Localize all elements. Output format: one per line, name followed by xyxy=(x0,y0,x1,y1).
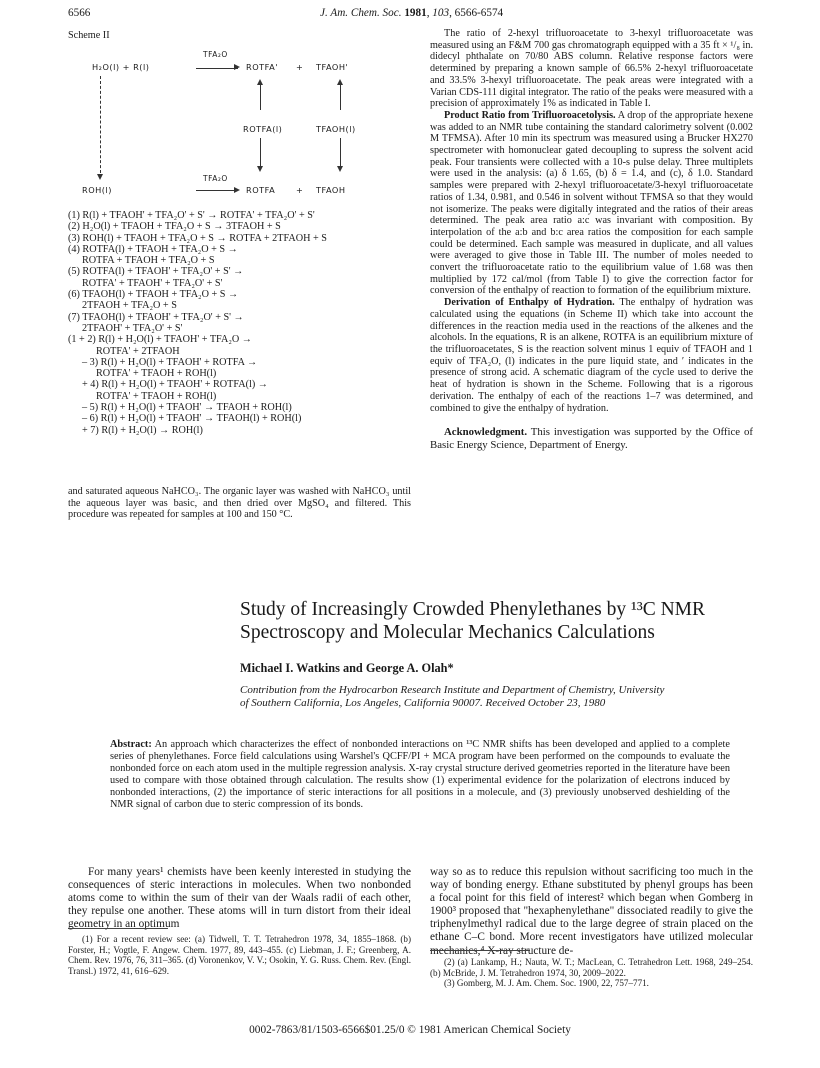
scheme-row2-col2: TFAOH(l) xyxy=(316,124,356,134)
arrowhead-down-icon xyxy=(337,166,343,172)
equation-line: ROTFA' + TFAOH + ROH(l) xyxy=(96,368,217,380)
intro-left-paragraph: For many years¹ chemists have been keenly interested in studying the consequences of steric interactions in molecules. When two nonbonded atoms come to within the sum of their van der Waals radii of each other, they repulse one another. These atoms will in turn distort from their ideal geometry in an optimum xyxy=(68,866,411,931)
title-line: Spectroscopy and Molecular Mechanics Calculations xyxy=(240,622,655,643)
section-heading: Derivation of Enthalpy of Hydration. xyxy=(444,297,615,309)
page-footer: 0002-7863/81/1503-6566$01.25/0 © 1981 American Chemical Society xyxy=(249,1024,571,1036)
equation-line: 2TFAOH' + TFA₂O' + S' xyxy=(82,322,183,334)
arrowhead-icon xyxy=(234,64,240,70)
authors: Michael I. Watkins and George A. Olah* xyxy=(240,661,454,675)
affiliation xyxy=(240,684,760,710)
equation-line: (1) R(l) + TFAOH' + TFA₂O' + S' → ROTFA' + TFA₂O' + S' xyxy=(68,210,315,221)
scheme-diagram xyxy=(68,48,418,198)
journal-year: 1981 xyxy=(404,7,427,19)
arrowhead-down-icon xyxy=(97,174,103,180)
equation-line: (2) H₂O(l) + TFAOH + TFA₂O + S → 3TFAOH + S xyxy=(68,221,281,233)
footnotes-right xyxy=(430,957,753,989)
equation-line: ROTFA' + TFAOH' + TFA₂O' + S' xyxy=(82,277,223,289)
scheme-row1-arrow xyxy=(196,68,238,69)
equation-line: ROTFA' + 2TFAOH xyxy=(96,345,180,357)
arrowhead-up-icon xyxy=(257,79,263,85)
acknowledgment-text: This investigation was supported by the Office of Basic Energy Science, Department of Energy. xyxy=(430,426,753,451)
paragraph-enthalpy: The enthalpy of hydration was calculated using the equations (in Scheme II) which take into account the differences in the reaction media used in the reactions of the alkenes and the alcohols. In the equations, R is an alkene, ROTFA is an equilibrium mixture of the trifluoroacetates, S is the reaction solvent minus 1 equiv of TFAOH and 1 equiv of TFA₂O, (l) indicates in the pure liquid state, and ′ indicates in the presence of strong acid. A schematic diagram of the cycle used to derive the heat of hydration is shown in the Scheme. Following that is a rigorous derivation. The enthalpy of each of the reactions 1–7 was determined, and combined to give the enthalpy of hydration. xyxy=(430,297,753,414)
abstract-text: An approach which characterizes the effect of nonbonded interactions on ¹³C NMR shifts has been developed and applied to a complete series of phenylethanes. Force field calculations using Warshel's QCFF/PI + MCA program have been performed on the compounds to evaluate the nonbonded force on each atom used in the multiple regression analysis. X-ray crystal structure derived geometries reported in the literature have been used to compare with those obtained through calculation. The results show (1) experimental evidence for the polarization of electrons induced by nonbonded interactions, (2) the importance of steric interactions for all positions in a molecule, and (3) previously unobserved deshielding of the NMR signal of carbon due to steric compression of its bonds. xyxy=(110,739,730,810)
equation-line: – 3) R(l) + H₂O(l) + TFAOH' + ROTFA → xyxy=(82,356,258,368)
scheme-arrow-up-2 xyxy=(340,82,341,110)
footnote-1: (1) For a recent review see: (a) Tidwell, T. T. Tetrahedron 1978, 34, 1855–1868. (b) Forster, H.; Vogtle, F. Angew. Chem. 1977, 89, 443–455. (c) Liebman, J. F.; Greenberg, A. Chem. Rev. 1976, 76, 311–365. (d) Voronenkov, V. V.; Osokin, Y. G. Russ. Chem. Rev. (Engl. Transl.) 1972, 41, 616–629. xyxy=(68,934,411,976)
scheme-arrow-down-1 xyxy=(260,138,261,168)
scheme-row1-reagent: TFA₂O xyxy=(203,50,228,59)
journal-name: J. Am. Chem. Soc. xyxy=(320,7,402,19)
paragraph-gc-ratio: The ratio of 2-hexyl trifluoroacetate to 3-hexyl trifluoroacetate was measured using an F&M 700 gas chromatograph equipped with a 35 ft × ¹/₈ in. didecyl phthalate on 70/80 ABS column. Relative response factors were determined by preparing a known sample of 66.5% 2-hexyl trifluoroacetate and 33.5% 3-hexyl trifluoroacetate. The peak areas were integrated with a Varian CDS-111 digital integrator. The ratio of the peaks were measured with a precision of approximately 1% as indicated in Table I. xyxy=(430,28,753,110)
equation-line: (3) ROH(l) + TFAOH + TFA₂O + S → ROTFA + 2TFAOH + S xyxy=(68,232,327,244)
page-number: 6566 xyxy=(68,7,91,19)
equation-line: ROTFA + TFAOH + TFA₂O + S xyxy=(82,255,215,267)
scheme-arrow-down-2 xyxy=(340,138,341,168)
scheme-row3-plus: + xyxy=(296,185,304,195)
footnote-3: (3) Gomberg, M. J. Am. Chem. Soc. 1900, 22, 757–771. xyxy=(444,978,649,989)
footnote-rule xyxy=(430,950,530,951)
equation-line: (5) ROTFA(l) + TFAOH' + TFA₂O' + S' → xyxy=(68,266,244,278)
scheme-left-line xyxy=(100,76,101,178)
arrowhead-up-icon xyxy=(337,79,343,85)
equation-line: – 6) R(l) + H₂O(l) + TFAOH' → TFAOH(l) + ROH(l) xyxy=(82,413,302,425)
scheme-row3-arrow xyxy=(196,190,238,191)
equation-line: – 5) R(l) + H₂O(l) + TFAOH' → TFAOH + ROH(l) xyxy=(82,402,292,414)
scheme-row3-reagent: TFA₂O xyxy=(203,174,228,183)
section-heading: Product Ratio from Trifluoroacetolysis. xyxy=(444,109,616,121)
equation-line: (7) TFAOH(l) + TFAOH' + TFA₂O' + S' → xyxy=(68,311,244,323)
equation-line: (4) ROTFA(l) + TFAOH + TFA₂O + S → xyxy=(68,243,238,255)
scheme-row1-plus: + xyxy=(296,62,304,72)
affiliation-line: Contribution from the Hydrocarbon Research Institute and Department of Chemistry, University xyxy=(240,684,665,696)
scheme-row2-col1: ROTFA(l) xyxy=(243,124,283,134)
arrowhead-icon xyxy=(234,187,240,193)
footnote-rule xyxy=(68,928,168,929)
equation-line: (1 + 2) R(l) + H₂O(l) + TFAOH' + TFA₂O → xyxy=(68,334,252,346)
scheme-row3-left: ROH(l) xyxy=(82,185,112,195)
scheme-row1-product2: TFAOH' xyxy=(316,62,349,72)
left-column-paragraph: and saturated aqueous NaHCO₃. The organic layer was washed with NaHCO₃ until the aqueous layer was basic, and then dried over MgSO₄ and filtered. This procedure was repeated for samples at 100 and 150 °C. xyxy=(68,486,411,521)
journal-pages: , 6566-6574 xyxy=(449,7,504,19)
abstract xyxy=(110,739,730,810)
paragraph-product-ratio: A drop of the appropriate hexene was added to an NMR tube containing the standard calorimetry solvent (0.002 M TFMSA). After 10 min its spectrum was measured using a Brucker HX270 spectrometer with homonuclear gated decoupling to supress the solvent acid peak. Four transients were collected with a 10-s pulse delay. Three multiplets were used in the analysis: (a) δ 1.65, (b) δ = 1.4, and (c), δ 1.0. Standard samples were prepared with 2-hexyl trifluoroacetate/3-hexyl trifluoroacetate ratios of 1.34, 0.981, and 0.546 in solvent without TFMSA so that they would not isomerize. The peaks were digitally integrated and the ratios of their areas determined. The peak area ratio a:c was invariant with composition. By interpolation of the a:b and b:c area ratios the composition for each sample could be determined. Each sample was measured in duplicate, and all values were averaged to give those in Table III. The number of moles needed to convert the trifluoroacetate ratio to the equilibrium value of 1.68 was then multiplied by 172 cal/mol (from Table I) to give the correction factor for conversion of the enthalpy of reaction to formation of the equilibrium mixture. xyxy=(430,109,753,297)
title-line: Study of Increasingly Crowded Phenylethanes by ¹³C NMR xyxy=(240,599,706,620)
scheme-row3-product1: ROTFA xyxy=(246,185,276,195)
intro-right-paragraph: way so as to reduce this repulsion without sacrificing too much in the way of bonding energy. Ethane substituted by phenyl groups has been a focal point for this field of interest² which began when Gomberg in 1900³ proposed that "hexaphenylethane" dissociated readily to give the triphenylmethyl radical due to the large degree of strain placed on the ethane C–C bond. More recent investigators have utilized molecular mechanics,⁴ X-ray structure de- xyxy=(430,866,753,957)
journal-volume: 103 xyxy=(432,7,450,19)
scheme-arrow-up-1 xyxy=(260,82,261,110)
right-column xyxy=(430,28,753,451)
scheme-row3-product2: TFAOH xyxy=(316,185,346,195)
acknowledgment-heading: Acknowledgment. xyxy=(444,426,528,439)
running-header: J. Am. Chem. Soc. 1981, 103, 6566-6574 xyxy=(320,7,504,19)
equation-line: 2TFAOH + TFA₂O + S xyxy=(82,300,177,312)
abstract-heading: Abstract: xyxy=(110,739,152,750)
scheme-equations xyxy=(68,210,413,436)
affiliation-line: of Southern California, Los Angeles, California 90007. Received October 23, 1980 xyxy=(240,697,606,709)
scheme-row1-product1: ROTFA' xyxy=(246,62,278,72)
equation-line: + 7) R(l) + H₂O(l) → ROH(l) xyxy=(82,424,203,436)
article-title xyxy=(240,598,760,644)
scheme-row1-left: H₂O(l) + R(l) xyxy=(92,62,150,72)
equation-line: + 4) R(l) + H₂O(l) + TFAOH' + ROTFA(l) → xyxy=(82,379,268,391)
arrowhead-down-icon xyxy=(257,166,263,172)
equation-line: (6) TFAOH(l) + TFAOH + TFA₂O + S → xyxy=(68,289,239,301)
footnote-2: (2) (a) Lankamp, H.; Nauta, W. T.; MacLean, C. Tetrahedron Lett. 1968, 249–254. (b) McBride, J. M. Tetrahedron 1974, 30, 2009–2022. xyxy=(430,957,753,978)
scheme-label: Scheme II xyxy=(68,30,110,41)
equation-line: ROTFA' + TFAOH + ROH(l) xyxy=(96,390,217,402)
